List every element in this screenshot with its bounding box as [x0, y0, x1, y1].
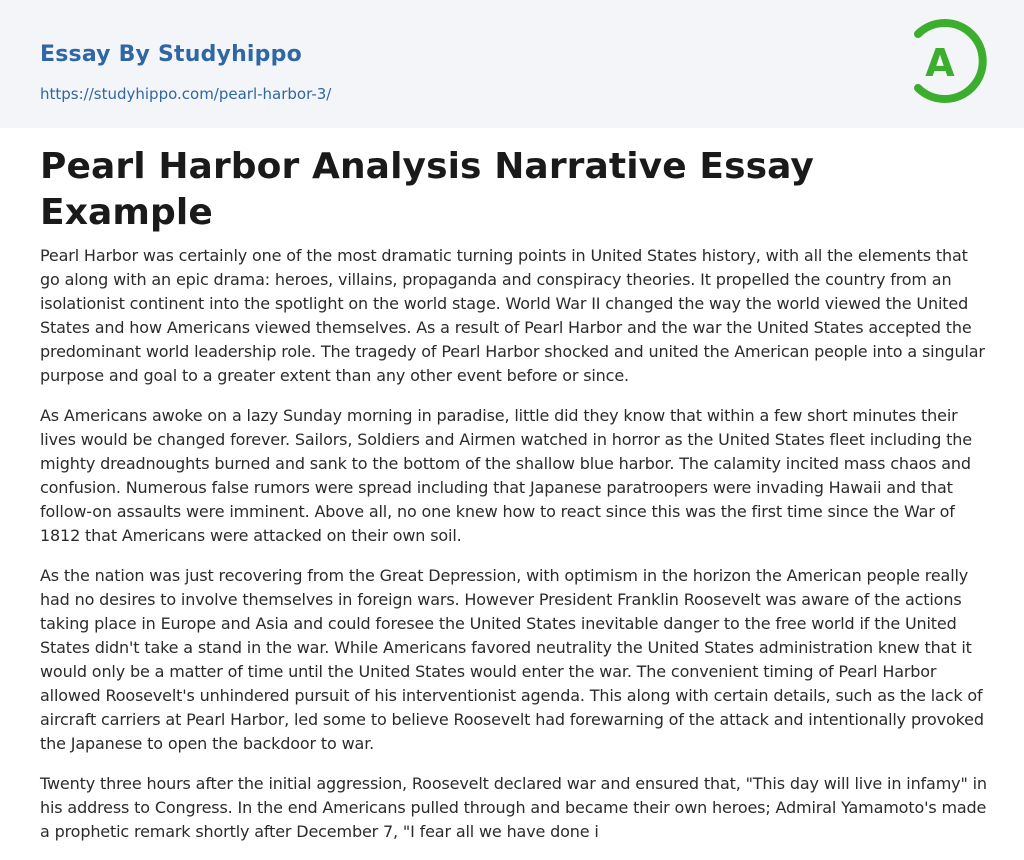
logo-icon: [910, 18, 988, 106]
paragraph-3: As the nation was just recovering from the Great Depression, with optimism in the horizon the American people really had no desires to involve themselves in foreign wars. However President Franklin Roosevelt was aware of the actions taking place in Europe and Asia and could foresee the United States inevitable danger to the free world if the United States didn't take a stand in the war. While Americans favored neutrality the United States administration knew that it would only be a matter of time until the United States would enter the war. The convenient timing of Pearl Harbor allowed Roosevelt's unhindered pursuit of his interventionist agenda. This along with certain details, such as the lack of aircraft carriers at Pearl Harbor, led some to believe Roosevelt had forewarning of the attack and intentionally provoked the Japanese to open the backdoor to war.: [40, 566, 984, 753]
studyhippo-logo[interactable]: [910, 18, 988, 106]
site-header: [0, 0, 1024, 128]
article-content: [40, 144, 990, 860]
logo-letter: A: [925, 41, 955, 85]
paragraph-1: Pearl Harbor was certainly one of the most dramatic turning points in United States history, with all the elements that go along with an epic drama: heroes, villains, propaganda and conspiracy theories. It propelled the country from an isolationist continent into the spotlight on the world stage. World War II changed the way the world viewed the United States and how Americans viewed themselves. As a result of Pearl Harbor and the war the United States accepted the predominant world leadership role. The tragedy of Pearl Harbor shocked and united the American people into a singular purpose and goal to a greater extent than any other event before or since.: [40, 246, 985, 385]
essay-url-link[interactable]: https://studyhippo.com/pearl-harbor-3/: [40, 85, 332, 103]
brand-title[interactable]: Essay By Studyhippo: [40, 42, 302, 67]
paragraph-2: As Americans awoke on a lazy Sunday morning in paradise, little did they know that within a few short minutes their lives would be changed forever. Sailors, Soldiers and Airmen watched in horror as the United States fleet including the mighty dreadnoughts burned and sank to the bottom of the shallow blue harbor. The calamity incited mass chaos and confusion. Numerous false rumors were spread including that Japanese paratroopers were invading Hawaii and that follow-on assaults were imminent. Above all, no one knew how to react since this was the first time since the War of 1812 that Americans were attacked on their own soil.: [40, 406, 972, 545]
paragraph-4: Twenty three hours after the initial aggression, Roosevelt declared war and ensured that, "This day will live in infamy" in his address to Congress. In the end Americans pulled through and became their own heroes; Admiral Yamamoto's made a prophetic remark shortly after December 7, "I fear all we have done i: [40, 774, 987, 841]
page-title: Pearl Harbor Analysis Narrative Essay Example: [40, 146, 814, 233]
